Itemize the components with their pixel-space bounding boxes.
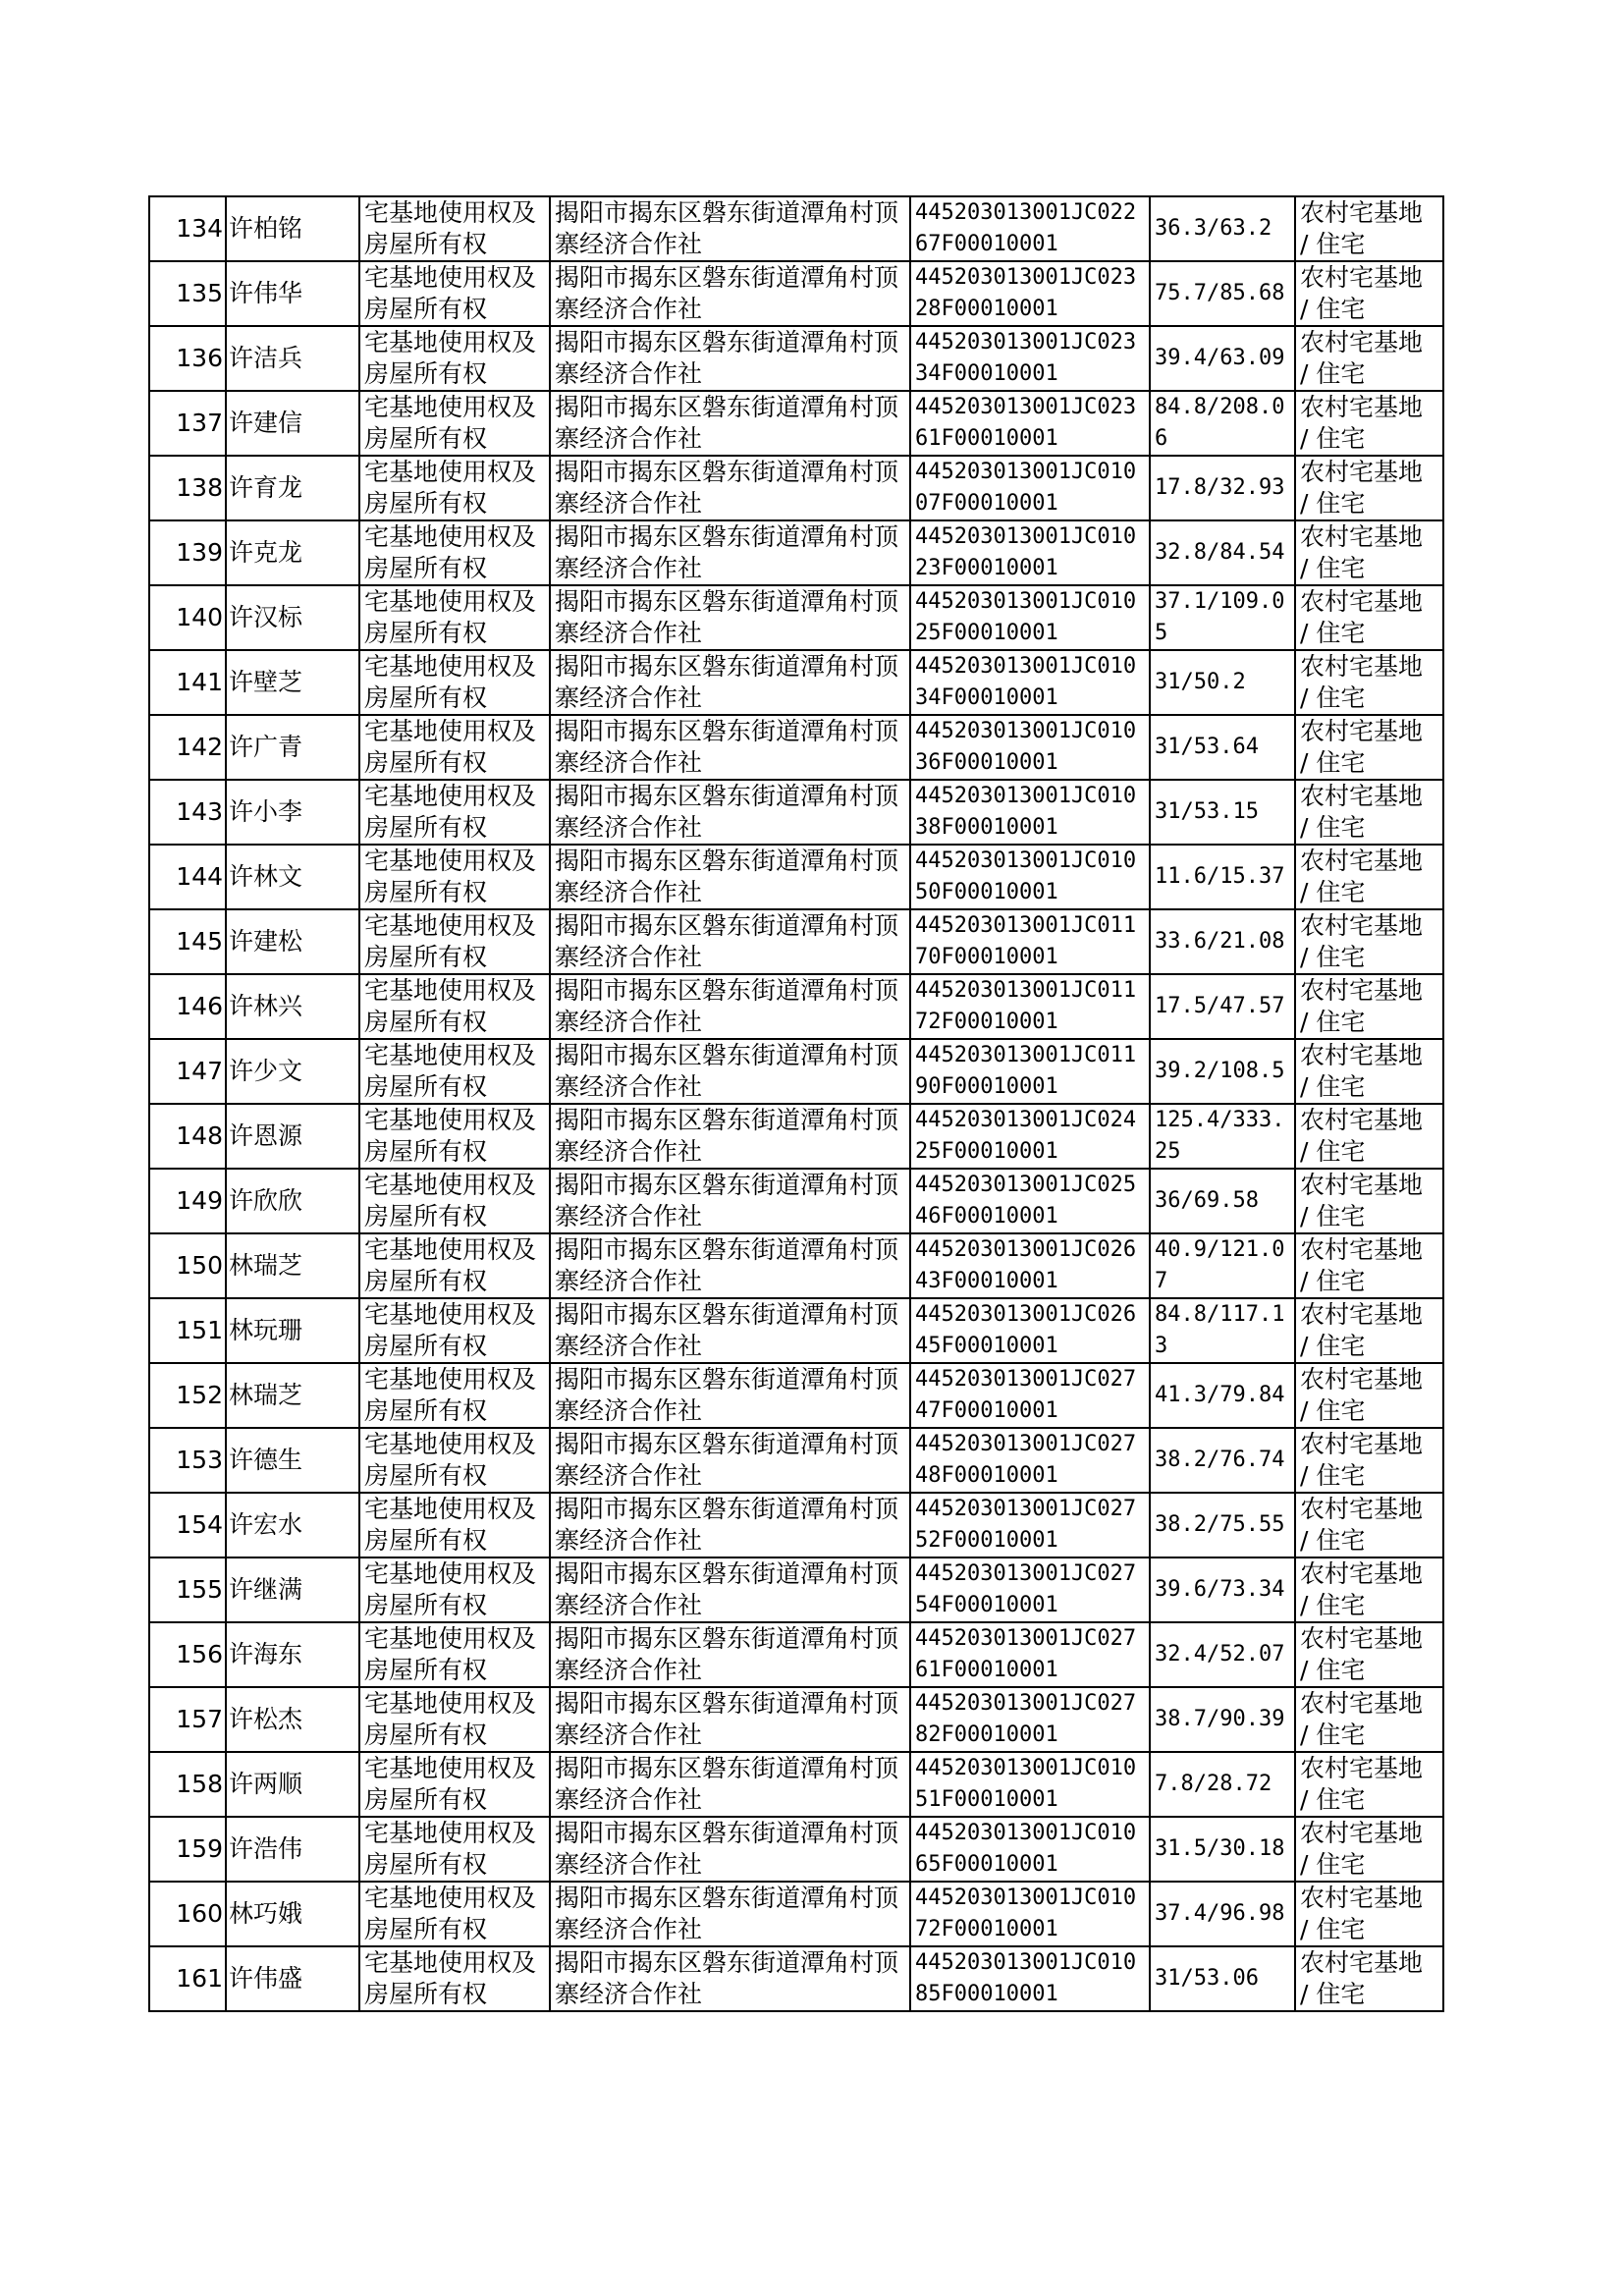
table-row [149,845,1443,909]
property-code: 445203013001JC02747F00010001 [910,1363,1150,1428]
owner-name: 许建信 [226,391,359,456]
collective-organization: 揭阳市揭东区磐东街道潭角村顶寨经济合作社 [550,456,910,520]
collective-organization: 揭阳市揭东区磐东街道潭角村顶寨经济合作社 [550,1104,910,1169]
area-value: 33.6/21.08 [1150,909,1295,974]
land-usage: 农村宅基地 / 住宅 [1295,1169,1443,1233]
table-row [149,520,1443,585]
land-usage: 农村宅基地 / 住宅 [1295,261,1443,326]
right-type: 宅基地使用权及房屋所有权 [359,1039,550,1104]
right-type: 宅基地使用权及房屋所有权 [359,974,550,1039]
owner-name: 许林兴 [226,974,359,1039]
row-number: 155 [149,1557,226,1622]
owner-name: 许广青 [226,715,359,780]
right-type: 宅基地使用权及房屋所有权 [359,1946,550,2011]
area-value: 31/53.15 [1150,780,1295,845]
land-usage: 农村宅基地 / 住宅 [1295,1363,1443,1428]
table-row [149,1687,1443,1752]
row-number: 156 [149,1622,226,1687]
property-code: 445203013001JC01072F00010001 [910,1882,1150,1946]
area-value: 17.5/47.57 [1150,974,1295,1039]
right-type: 宅基地使用权及房屋所有权 [359,845,550,909]
land-usage: 农村宅基地 / 住宅 [1295,1557,1443,1622]
row-number: 148 [149,1104,226,1169]
row-number: 158 [149,1752,226,1817]
land-usage: 农村宅基地 / 住宅 [1295,1752,1443,1817]
row-number: 138 [149,456,226,520]
property-code: 445203013001JC02782F00010001 [910,1687,1150,1752]
right-type: 宅基地使用权及房屋所有权 [359,1622,550,1687]
collective-organization: 揭阳市揭东区磐东街道潭角村顶寨经济合作社 [550,715,910,780]
right-type: 宅基地使用权及房屋所有权 [359,1817,550,1882]
property-code: 445203013001JC01085F00010001 [910,1946,1150,2011]
owner-name: 许少文 [226,1039,359,1104]
table-row [149,715,1443,780]
area-value: 40.9/121.07 [1150,1233,1295,1298]
land-usage: 农村宅基地 / 住宅 [1295,1622,1443,1687]
area-value: 31/50.2 [1150,650,1295,715]
table-row [149,1039,1443,1104]
table-row [149,1752,1443,1817]
table-row [149,326,1443,391]
land-usage: 农村宅基地 / 住宅 [1295,1039,1443,1104]
owner-name: 许育龙 [226,456,359,520]
right-type: 宅基地使用权及房屋所有权 [359,326,550,391]
area-value: 31.5/30.18 [1150,1817,1295,1882]
area-value: 84.8/208.06 [1150,391,1295,456]
row-number: 157 [149,1687,226,1752]
row-number: 160 [149,1882,226,1946]
property-code: 445203013001JC02334F00010001 [910,326,1150,391]
area-value: 38.2/75.55 [1150,1493,1295,1557]
area-value: 37.1/109.05 [1150,585,1295,650]
table-row [149,1169,1443,1233]
area-value: 41.3/79.84 [1150,1363,1295,1428]
property-code: 445203013001JC02754F00010001 [910,1557,1150,1622]
collective-organization: 揭阳市揭东区磐东街道潭角村顶寨经济合作社 [550,1169,910,1233]
land-usage: 农村宅基地 / 住宅 [1295,1104,1443,1169]
right-type: 宅基地使用权及房屋所有权 [359,715,550,780]
property-code: 445203013001JC01023F00010001 [910,520,1150,585]
collective-organization: 揭阳市揭东区磐东街道潭角村顶寨经济合作社 [550,1233,910,1298]
right-type: 宅基地使用权及房屋所有权 [359,909,550,974]
area-value: 75.7/85.68 [1150,261,1295,326]
owner-name: 许汉标 [226,585,359,650]
table-row [149,585,1443,650]
table-row [149,1363,1443,1428]
right-type: 宅基地使用权及房屋所有权 [359,1233,550,1298]
row-number: 159 [149,1817,226,1882]
owner-name: 许柏铭 [226,196,359,261]
property-code: 445203013001JC02328F00010001 [910,261,1150,326]
owner-name: 许小李 [226,780,359,845]
owner-name: 林瑞芝 [226,1363,359,1428]
row-number: 140 [149,585,226,650]
right-type: 宅基地使用权及房屋所有权 [359,1298,550,1363]
owner-name: 许建松 [226,909,359,974]
owner-name: 许欣欣 [226,1169,359,1233]
property-code: 445203013001JC01051F00010001 [910,1752,1150,1817]
property-code: 445203013001JC01036F00010001 [910,715,1150,780]
owner-name: 许恩源 [226,1104,359,1169]
land-usage: 农村宅基地 / 住宅 [1295,585,1443,650]
collective-organization: 揭阳市揭东区磐东街道潭角村顶寨经济合作社 [550,1882,910,1946]
table-row [149,456,1443,520]
area-value: 37.4/96.98 [1150,1882,1295,1946]
collective-organization: 揭阳市揭东区磐东街道潭角村顶寨经济合作社 [550,261,910,326]
area-value: 32.4/52.07 [1150,1622,1295,1687]
owner-name: 许克龙 [226,520,359,585]
collective-organization: 揭阳市揭东区磐东街道潭角村顶寨经济合作社 [550,196,910,261]
right-type: 宅基地使用权及房屋所有权 [359,520,550,585]
collective-organization: 揭阳市揭东区磐东街道潭角村顶寨经济合作社 [550,1557,910,1622]
property-code: 445203013001JC01170F00010001 [910,909,1150,974]
property-code: 445203013001JC01065F00010001 [910,1817,1150,1882]
property-code: 445203013001JC02546F00010001 [910,1169,1150,1233]
right-type: 宅基地使用权及房屋所有权 [359,1557,550,1622]
owner-name: 许伟盛 [226,1946,359,2011]
right-type: 宅基地使用权及房屋所有权 [359,1752,550,1817]
registry-table [148,195,1444,2012]
owner-name: 许伟华 [226,261,359,326]
land-usage: 农村宅基地 / 住宅 [1295,1687,1443,1752]
property-code: 445203013001JC01190F00010001 [910,1039,1150,1104]
collective-organization: 揭阳市揭东区磐东街道潭角村顶寨经济合作社 [550,520,910,585]
table-row [149,780,1443,845]
collective-organization: 揭阳市揭东区磐东街道潭角村顶寨经济合作社 [550,1428,910,1493]
right-type: 宅基地使用权及房屋所有权 [359,391,550,456]
land-usage: 农村宅基地 / 住宅 [1295,1817,1443,1882]
property-code: 445203013001JC01007F00010001 [910,456,1150,520]
right-type: 宅基地使用权及房屋所有权 [359,1428,550,1493]
right-type: 宅基地使用权及房屋所有权 [359,1687,550,1752]
collective-organization: 揭阳市揭东区磐东街道潭角村顶寨经济合作社 [550,1752,910,1817]
right-type: 宅基地使用权及房屋所有权 [359,261,550,326]
collective-organization: 揭阳市揭东区磐东街道潭角村顶寨经济合作社 [550,650,910,715]
property-code: 445203013001JC02361F00010001 [910,391,1150,456]
land-usage: 农村宅基地 / 住宅 [1295,1882,1443,1946]
table-row [149,1817,1443,1882]
row-number: 145 [149,909,226,974]
collective-organization: 揭阳市揭东区磐东街道潭角村顶寨经济合作社 [550,391,910,456]
right-type: 宅基地使用权及房屋所有权 [359,650,550,715]
owner-name: 许洁兵 [226,326,359,391]
row-number: 149 [149,1169,226,1233]
area-value: 11.6/15.37 [1150,845,1295,909]
row-number: 152 [149,1363,226,1428]
owner-name: 许壁芝 [226,650,359,715]
collective-organization: 揭阳市揭东区磐东街道潭角村顶寨经济合作社 [550,1687,910,1752]
land-usage: 农村宅基地 / 住宅 [1295,326,1443,391]
land-usage: 农村宅基地 / 住宅 [1295,650,1443,715]
right-type: 宅基地使用权及房屋所有权 [359,456,550,520]
area-value: 38.2/76.74 [1150,1428,1295,1493]
row-number: 147 [149,1039,226,1104]
collective-organization: 揭阳市揭东区磐东街道潭角村顶寨经济合作社 [550,1817,910,1882]
property-code: 445203013001JC02643F00010001 [910,1233,1150,1298]
table-row [149,974,1443,1039]
area-value: 36.3/63.2 [1150,196,1295,261]
row-number: 161 [149,1946,226,2011]
owner-name: 许德生 [226,1428,359,1493]
owner-name: 许松杰 [226,1687,359,1752]
table-row [149,196,1443,261]
area-value: 38.7/90.39 [1150,1687,1295,1752]
table-row [149,261,1443,326]
table-body [149,196,1443,2011]
owner-name: 许两顺 [226,1752,359,1817]
table-row [149,1104,1443,1169]
table-row [149,391,1443,456]
land-usage: 农村宅基地 / 住宅 [1295,715,1443,780]
collective-organization: 揭阳市揭东区磐东街道潭角村顶寨经济合作社 [550,780,910,845]
collective-organization: 揭阳市揭东区磐东街道潭角村顶寨经济合作社 [550,909,910,974]
right-type: 宅基地使用权及房屋所有权 [359,585,550,650]
right-type: 宅基地使用权及房屋所有权 [359,1882,550,1946]
area-value: 7.8/28.72 [1150,1752,1295,1817]
table-row [149,1946,1443,2011]
owner-name: 林巧娥 [226,1882,359,1946]
property-code: 445203013001JC01034F00010001 [910,650,1150,715]
area-value: 39.4/63.09 [1150,326,1295,391]
row-number: 153 [149,1428,226,1493]
property-code: 445203013001JC02267F00010001 [910,196,1150,261]
row-number: 146 [149,974,226,1039]
right-type: 宅基地使用权及房屋所有权 [359,780,550,845]
land-usage: 农村宅基地 / 住宅 [1295,196,1443,261]
collective-organization: 揭阳市揭东区磐东街道潭角村顶寨经济合作社 [550,585,910,650]
land-usage: 农村宅基地 / 住宅 [1295,520,1443,585]
owner-name: 许林文 [226,845,359,909]
owner-name: 许浩伟 [226,1817,359,1882]
property-code: 445203013001JC02748F00010001 [910,1428,1150,1493]
table-row [149,1882,1443,1946]
land-usage: 农村宅基地 / 住宅 [1295,1298,1443,1363]
collective-organization: 揭阳市揭东区磐东街道潭角村顶寨经济合作社 [550,1946,910,2011]
area-value: 36/69.58 [1150,1169,1295,1233]
owner-name: 许宏水 [226,1493,359,1557]
row-number: 150 [149,1233,226,1298]
property-code: 445203013001JC01172F00010001 [910,974,1150,1039]
property-code: 445203013001JC01038F00010001 [910,780,1150,845]
row-number: 139 [149,520,226,585]
area-value: 31/53.64 [1150,715,1295,780]
right-type: 宅基地使用权及房屋所有权 [359,1169,550,1233]
row-number: 143 [149,780,226,845]
row-number: 134 [149,196,226,261]
area-value: 17.8/32.93 [1150,456,1295,520]
land-usage: 农村宅基地 / 住宅 [1295,974,1443,1039]
area-value: 31/53.06 [1150,1946,1295,2011]
land-usage: 农村宅基地 / 住宅 [1295,1428,1443,1493]
row-number: 142 [149,715,226,780]
collective-organization: 揭阳市揭东区磐东街道潭角村顶寨经济合作社 [550,1039,910,1104]
property-code: 445203013001JC02645F00010001 [910,1298,1150,1363]
land-usage: 农村宅基地 / 住宅 [1295,1233,1443,1298]
area-value: 39.2/108.5 [1150,1039,1295,1104]
right-type: 宅基地使用权及房屋所有权 [359,1363,550,1428]
property-code: 445203013001JC01025F00010001 [910,585,1150,650]
row-number: 136 [149,326,226,391]
table-row [149,1493,1443,1557]
right-type: 宅基地使用权及房屋所有权 [359,1104,550,1169]
collective-organization: 揭阳市揭东区磐东街道潭角村顶寨经济合作社 [550,1363,910,1428]
table-row [149,1428,1443,1493]
table-row [149,909,1443,974]
table-row [149,1622,1443,1687]
row-number: 135 [149,261,226,326]
land-usage: 农村宅基地 / 住宅 [1295,845,1443,909]
table-row [149,1557,1443,1622]
table-row [149,1233,1443,1298]
land-usage: 农村宅基地 / 住宅 [1295,391,1443,456]
row-number: 144 [149,845,226,909]
owner-name: 林瑞芝 [226,1233,359,1298]
property-code: 445203013001JC02752F00010001 [910,1493,1150,1557]
owner-name: 许继满 [226,1557,359,1622]
row-number: 141 [149,650,226,715]
land-usage: 农村宅基地 / 住宅 [1295,1493,1443,1557]
area-value: 32.8/84.54 [1150,520,1295,585]
land-usage: 农村宅基地 / 住宅 [1295,456,1443,520]
collective-organization: 揭阳市揭东区磐东街道潭角村顶寨经济合作社 [550,326,910,391]
land-usage: 农村宅基地 / 住宅 [1295,780,1443,845]
area-value: 84.8/117.13 [1150,1298,1295,1363]
collective-organization: 揭阳市揭东区磐东街道潭角村顶寨经济合作社 [550,845,910,909]
collective-organization: 揭阳市揭东区磐东街道潭角村顶寨经济合作社 [550,1493,910,1557]
table-row [149,650,1443,715]
row-number: 151 [149,1298,226,1363]
area-value: 39.6/73.34 [1150,1557,1295,1622]
table-row [149,1298,1443,1363]
land-usage: 农村宅基地 / 住宅 [1295,1946,1443,2011]
row-number: 154 [149,1493,226,1557]
collective-organization: 揭阳市揭东区磐东街道潭角村顶寨经济合作社 [550,1622,910,1687]
property-code: 445203013001JC01050F00010001 [910,845,1150,909]
area-value: 125.4/333.25 [1150,1104,1295,1169]
collective-organization: 揭阳市揭东区磐东街道潭角村顶寨经济合作社 [550,974,910,1039]
right-type: 宅基地使用权及房屋所有权 [359,196,550,261]
owner-name: 许海东 [226,1622,359,1687]
property-code: 445203013001JC02425F00010001 [910,1104,1150,1169]
owner-name: 林玩珊 [226,1298,359,1363]
collective-organization: 揭阳市揭东区磐东街道潭角村顶寨经济合作社 [550,1298,910,1363]
right-type: 宅基地使用权及房屋所有权 [359,1493,550,1557]
land-usage: 农村宅基地 / 住宅 [1295,909,1443,974]
property-code: 445203013001JC02761F00010001 [910,1622,1150,1687]
row-number: 137 [149,391,226,456]
